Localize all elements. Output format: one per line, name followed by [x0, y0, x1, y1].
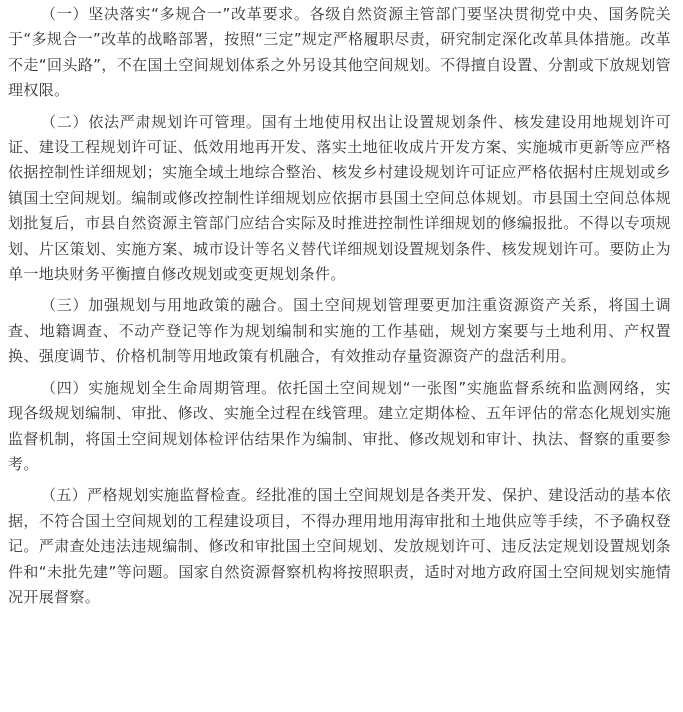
paragraph-2: （二）依法严肃规划许可管理。国有土地使用权出让设置规划条件、核发建设用地规划许可证、建设工程规划许可证、低效用地再开发、落实土地征收成片开发方案、实施城市更新等应严格依据控制性详细规划；实施全域土地综合整治、核发乡村建设规划许可证应严格依据村庄规划或乡镇国土空间规划。编制或修改控制性详细规划应依据市县国土空间总体规划。市县国土空间总体规划批复后，市县自然资源主管部门应结合实际及时推进控制性详细规划的修编报批。不得以专项规划、片区策划、实施方案、城市设计等名义替代详细规划设置规划条件、核发规划许可。要防止为单一地块财务平衡擅自修改规划或变更规划条件。 [8, 112, 671, 284]
paragraph-4: （四）实施规划全生命周期管理。依托国土空间规划“一张图”实施监督系统和监测网络，实现各级规划编制、审批、修改、实施全过程在线管理。建立定期体检、五年评估的常态化规划实施监督机制，将国土空间规划体检评估结果作为编制、审批、修改规划和审计、执法、督察的重要参考。 [8, 378, 671, 473]
paragraph-5: （五）严格规划实施监督检查。经批准的国土空间规划是各类开发、保护、建设活动的基本依据，不符合国土空间规划的工程建设项目，不得办理用地用海审批和土地供应等手续，不予确权登记。严肃查处违法违规编制、修改和审批国土空间规划、发放规划许可、违反法定规划设置规划条件和“未批先建”等问题。国家自然资源督察机构将按照职责，适时对地方政府国土空间规划实施情况开展督察。 [8, 486, 671, 606]
paragraph-3: （三）加强规划与用地政策的融合。国土空间规划管理要更加注重资源资产关系，将国土调查、地籍调查、不动产登记等作为规划编制和实施的工作基础，规划方案要与土地利用、产权置换、强度调节、价格机制等用地政策有机融合，有效推动存量资源资产的盘活利用。 [8, 296, 671, 366]
paragraph-1: （一）坚决落实“多规合一”改革要求。各级自然资源主管部门要坚决贯彻党中央、国务院关于“多规合一”改革的战略部署，按照“三定”规定严格履职尽责，研究制定深化改革具体措施。改革不走“回头路”，不在国土空间规划体系之外另设其他空间规划。不得擅自设置、分割或下放规划管理权限。 [8, 5, 671, 100]
